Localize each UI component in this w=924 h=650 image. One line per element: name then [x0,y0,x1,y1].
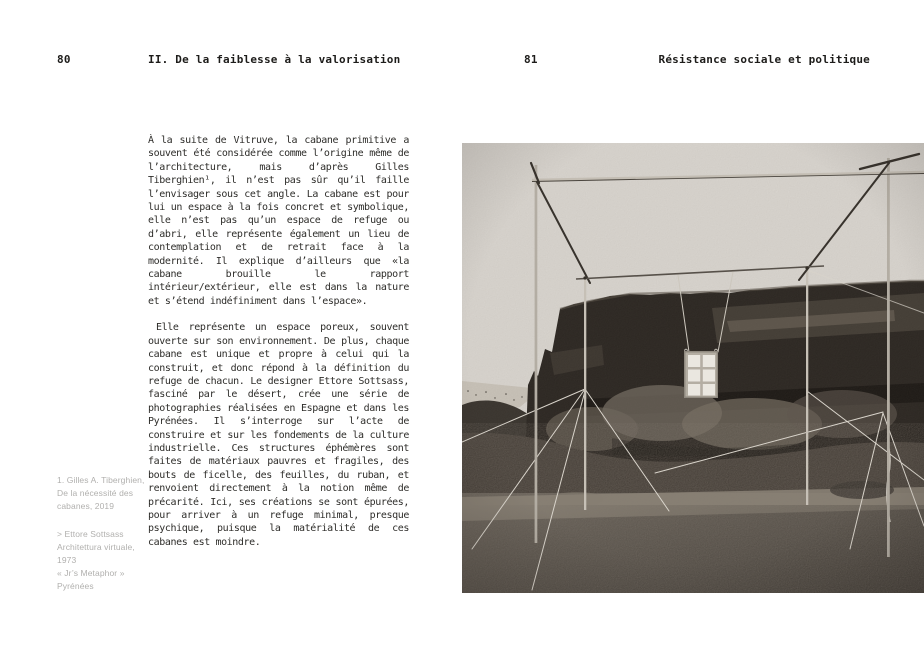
page-number-left: 80 [57,53,71,66]
note-line: Pyrénées [57,581,94,592]
photo-vignette [462,143,924,593]
image-credit [57,528,161,594]
note-line: 1973 [57,555,77,566]
body-text-column [148,134,409,549]
note-line: Architettura virtuale, [57,541,135,552]
note-line: 1. Gilles A. Tiberghien, [57,475,145,485]
note-line: cabanes, 2019 [57,501,115,512]
note-line: > Ettore Sottsass [57,528,124,539]
note-line: « Jr’s Metaphor » [57,568,125,579]
paragraph-1: À la suite de Vitruve, la cabane primitive a souvent été considérée comme l’origine même de l’architecture, mais d’après Gilles Tiberghien¹, il n’est pas sûr qu’il faille l’envisager sous cet angle. La cabane est pour lui un espace à la fois concret et symbolique, elle n’est pas qu’un espace de refuge ou d’abri, elle représente également un lieu de contemplation et de retrait face à la modernité. Il explique d’ailleurs que «la cabane brouille le rapport intérieur/extérieur, elle est dans la nature et s’étend indéfiniment dans l’espace». [148,135,409,307]
paragraph-2: Elle représente un espace poreux, souvent ouverte sur son environnement. De plus, chaque cabane est unique et propre à celui qui la construit, et donc répond à la définition du refuge de chacun. Le designer Ettore Sottsass, fasciné par le désert, crée une série de photographies réalisées en Espagne et dans les Pyrénées. Il s’interroge sur l’acte de construire et sur les fondements de la culture industrielle. Ces structures éphémères sont faites de matériaux pauvres et fragiles, des bouts de ficelle, des feuilles, du ruban, et renvoient directement à la notion même de précarité. Ici, ses créations se sont épurées, pour arriver à un refuge minimal, presque psychique, puisque la matérialité de ces cabanes est moindre. [148,322,409,548]
margin-notes [57,474,161,594]
running-title-left: II. De la faiblesse à la valorisation [148,53,401,66]
running-title-right: Résistance sociale et politique [658,53,870,66]
photograph-sottsass-architettura-virtuale [462,143,924,593]
note-line: De la nécessité des [57,488,134,499]
page-number-right: 81 [524,53,538,66]
footnote-reference [57,474,161,514]
